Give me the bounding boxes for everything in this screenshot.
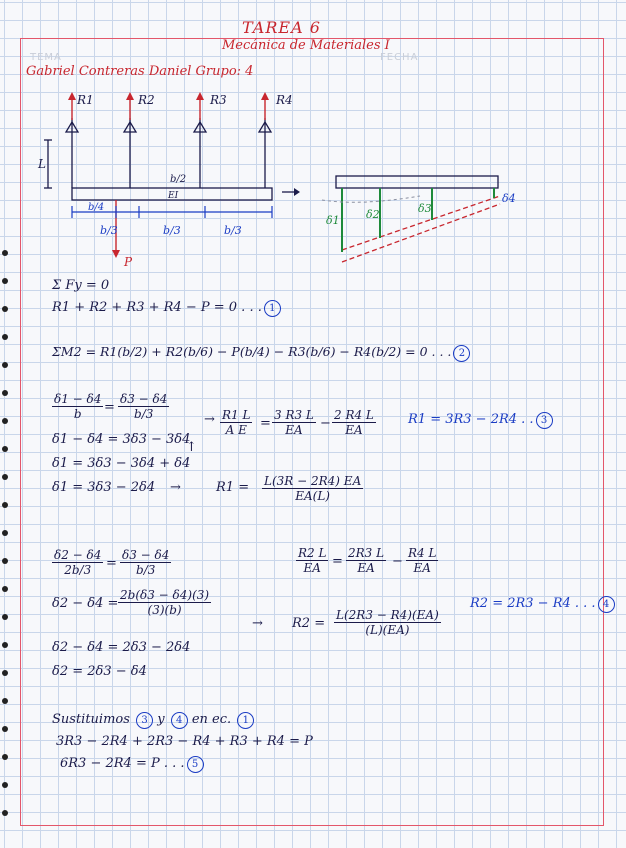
reaction-label: R1 xyxy=(77,93,94,107)
fraction-denominator: (3)(b) xyxy=(147,603,182,617)
page-title: TAREA 6 xyxy=(242,18,321,37)
force2-b xyxy=(346,546,386,575)
compat1-line3: δ1 = 3δ3 − 3δ4 + δ4 xyxy=(52,456,191,471)
fraction-denominator: 2b/3 xyxy=(64,563,92,577)
dimension-label: b/3 xyxy=(163,224,181,237)
fraction-numerator: δ3 − δ4 xyxy=(122,548,170,562)
equation-tag: 3 xyxy=(136,712,153,729)
force1-solve-lhs: R1 = xyxy=(216,480,250,495)
fraction-numerator: L(3R − 2R4) EA xyxy=(264,474,362,488)
compat2-line4: δ2 = 2δ3 − δ4 xyxy=(52,664,147,679)
equation-4 xyxy=(470,596,615,613)
equation-tag: 5 xyxy=(187,756,204,773)
substitution-intro xyxy=(52,712,254,729)
force2-c xyxy=(406,546,438,575)
fraction-numerator: 3 R3 L xyxy=(274,408,314,422)
deflection-label: δ4 xyxy=(502,192,516,205)
compat2-line2-frac xyxy=(118,588,211,617)
compat1-line2: δ1 − δ4 = 3δ3 − 3δ4 xyxy=(52,432,191,447)
arrow-icon: → xyxy=(252,616,263,631)
subst-word: en ec. xyxy=(191,712,232,727)
force2-solve xyxy=(334,608,441,637)
equation-4-text: R2 = 2R3 − R4 . . . xyxy=(470,596,596,611)
minus-sign: − xyxy=(392,554,403,569)
force2-solve-lhs: R2 = xyxy=(292,616,326,631)
equation-tag: 1 xyxy=(264,300,281,317)
length-label: L xyxy=(38,157,46,171)
fraction-numerator: 2 R4 L xyxy=(334,408,374,422)
arrow-icon: → xyxy=(204,412,215,427)
fraction-numerator: R4 L xyxy=(408,546,437,560)
fraction-numerator: L(2R3 − R4)(EA) xyxy=(336,608,439,622)
subst-word: y xyxy=(157,712,165,727)
fraction-denominator: EA xyxy=(413,561,431,575)
compat1-lhs xyxy=(52,392,103,421)
equals-sign: = xyxy=(106,556,117,571)
equals-sign: = xyxy=(260,416,271,431)
fraction-numerator: δ1 − δ4 xyxy=(54,392,102,406)
fraction-denominator: b/3 xyxy=(134,407,154,421)
beam-label: EI xyxy=(168,191,179,201)
beam-label: b/2 xyxy=(170,174,187,185)
paper-label-fecha: FECHA xyxy=(380,52,419,63)
fraction-numerator: δ2 − δ4 xyxy=(54,548,102,562)
force1-c xyxy=(332,408,376,437)
fraction-denominator: EA(L) xyxy=(295,489,330,503)
equation-5 xyxy=(60,756,204,773)
reaction-label: R2 xyxy=(138,93,155,107)
load-label: P xyxy=(124,255,133,269)
author-line: Gabriel Contreras Daniel Grupo: 4 xyxy=(26,64,254,79)
deflection-label: δ2 xyxy=(366,208,380,221)
equation-tag: 3 xyxy=(536,412,553,429)
compat2-rhs xyxy=(120,548,171,577)
fraction-numerator: 2R3 L xyxy=(348,546,385,560)
equation-tag: 2 xyxy=(453,345,470,362)
beam-diagram xyxy=(0,0,626,280)
equation-5-text: 6R3 − 2R4 = P . . . xyxy=(60,756,185,771)
fraction-denominator: EA xyxy=(345,423,363,437)
fraction-numerator: 2b(δ3 − δ4)(3) xyxy=(120,588,210,602)
substitution-line: 3R3 − 2R4 + 2R3 − R4 + R3 + R4 = P xyxy=(56,734,313,749)
deflection-label: δ3 xyxy=(418,202,432,215)
fraction-denominator: EA xyxy=(357,561,375,575)
equation-2-text: ΣM2 = R1(b/2) + R2(b/6) − P(b/4) − R3(b/6) − R4(b/2) = 0 . . . xyxy=(52,344,452,359)
fraction-denominator: b xyxy=(73,407,82,421)
equation-3 xyxy=(408,412,553,429)
equation-1-text: R1 + R2 + R3 + R4 − P = 0 . . . xyxy=(52,300,262,315)
up-arrow-icon: ↑ xyxy=(186,440,197,455)
force2-a xyxy=(296,546,328,575)
fraction-denominator: b/3 xyxy=(136,563,156,577)
equation-tag: 1 xyxy=(237,712,254,729)
equation-tag: 4 xyxy=(598,596,615,613)
dimension-label: b/4 xyxy=(88,202,105,213)
compat1-line4: δ1 = 3δ3 − 2δ4 xyxy=(52,480,156,495)
subst-word: Sustituimos xyxy=(52,712,130,727)
force1-solve xyxy=(262,474,363,503)
arrow-icon: → xyxy=(170,480,181,495)
dimension-label: b/3 xyxy=(224,224,242,237)
fraction-numerator: δ3 − δ4 xyxy=(120,392,168,406)
equation-1 xyxy=(52,300,281,317)
equation-2 xyxy=(52,344,470,362)
equals-sign: = xyxy=(104,400,115,415)
force1-a xyxy=(220,408,252,437)
deflection-label: δ1 xyxy=(326,214,340,227)
fraction-denominator: (L)(EA) xyxy=(365,623,410,637)
fraction-denominator: EA xyxy=(303,561,321,575)
reaction-label: R4 xyxy=(276,93,293,107)
fraction-denominator: EA xyxy=(285,423,303,437)
sum-fy: Σ Fy = 0 xyxy=(52,278,110,293)
paper-label-tema: TEMA xyxy=(30,52,62,63)
minus-sign: − xyxy=(320,416,331,431)
compat1-rhs xyxy=(118,392,169,421)
dimension-label: b/3 xyxy=(100,224,118,237)
equation-3-text: R1 = 3R3 − 2R4 . . xyxy=(408,412,534,427)
force1-b xyxy=(272,408,316,437)
compat2-line3: δ2 − δ4 = 2δ3 − 2δ4 xyxy=(52,640,191,655)
equals-sign: = xyxy=(332,554,343,569)
fraction-numerator: R1 L xyxy=(222,408,251,422)
compat2-line2-lhs: δ2 − δ4 = xyxy=(52,596,119,611)
subject: Mecánica de Materiales I xyxy=(222,38,390,53)
compat2-lhs xyxy=(52,548,103,577)
fraction-numerator: R2 L xyxy=(298,546,327,560)
reaction-label: R3 xyxy=(210,93,227,107)
fraction-denominator: A E xyxy=(225,423,247,437)
equation-tag: 4 xyxy=(171,712,188,729)
